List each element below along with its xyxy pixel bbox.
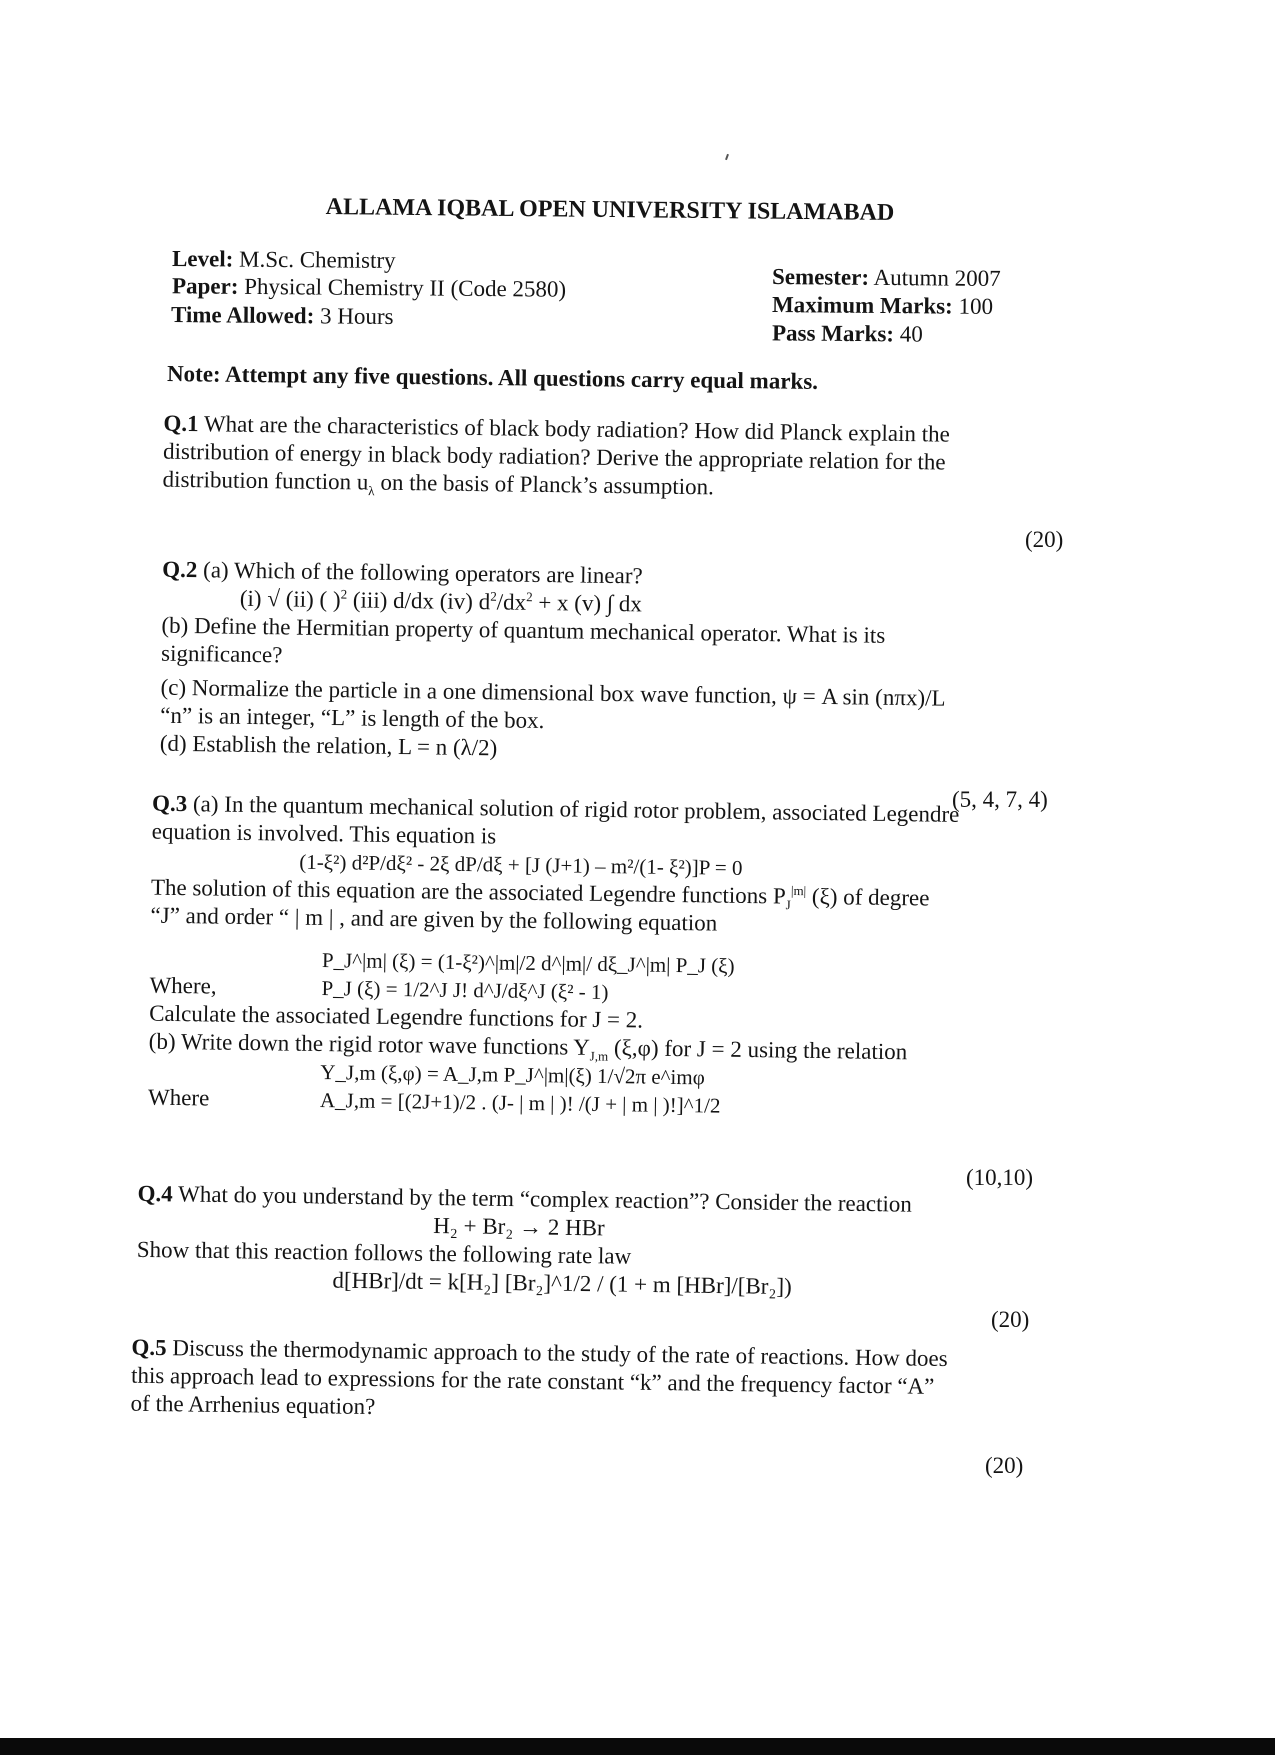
q2-ops-sup2: 2 bbox=[490, 588, 497, 604]
q1-text1: What are the characteristics of black body radiation? How did Planck explain the bbox=[203, 411, 950, 447]
semester-label: Semester: bbox=[771, 264, 870, 290]
q4-number: Q.4 bbox=[137, 1180, 173, 1207]
q1-text3a: distribution function u bbox=[162, 466, 369, 495]
q2-ops-4: + x (v) ∫ dx bbox=[532, 589, 643, 617]
question-4 bbox=[136, 1180, 1017, 1304]
q3-b1-text: (b) Write down the rigid rotor wave functions Y bbox=[148, 1028, 590, 1060]
q3-a1-text: (a) In the quantum mechanical solution of rigid rotor problem, associated Legendre bbox=[192, 791, 960, 827]
q3-number: Q.3 bbox=[151, 790, 188, 817]
q2-b1: (b) Define the Hermitian property of quantum mechanical operator. What is its bbox=[161, 612, 886, 648]
q3-b1-sub: J,m bbox=[589, 1048, 609, 1064]
university-title: ALLAMA IQBAL OPEN UNIVERSITY ISLAMABAD bbox=[325, 194, 895, 226]
max-marks-line bbox=[772, 291, 993, 321]
q2-d: (d) Establish the relation, L = n (λ/2) bbox=[159, 730, 498, 761]
q4-marks: (20) bbox=[991, 1307, 1030, 1332]
time-label: Time Allowed: bbox=[170, 302, 315, 329]
scan-bottom-edge bbox=[0, 1738, 1275, 1755]
q4-eq1: H₂ + Br₂ → 2 HBr bbox=[433, 1212, 605, 1241]
pass-marks-line bbox=[772, 319, 923, 348]
q1-text3b: on the basis of Planck’s assumption. bbox=[374, 469, 715, 500]
q3-where2: Where bbox=[147, 1084, 210, 1111]
paper-line bbox=[172, 272, 566, 303]
q3-marks: (10,10) bbox=[966, 1165, 1034, 1190]
time-line bbox=[171, 301, 394, 331]
q3-calc: Calculate the associated Legendre functions for J = 2. bbox=[148, 1000, 644, 1033]
q3-a2: equation is involved. This equation is bbox=[151, 818, 497, 849]
q2-ops-2: (iii) d/dx (iv) d bbox=[346, 587, 491, 615]
q2-ops-3: /dx bbox=[496, 589, 527, 615]
pass-marks-value: 40 bbox=[899, 321, 923, 347]
pass-marks-label: Pass Marks: bbox=[771, 320, 895, 347]
scan-mark bbox=[725, 154, 729, 160]
q3-s1-sub: J bbox=[785, 897, 791, 913]
q2-c2: “n” is an integer, “L” is length of the box. bbox=[160, 702, 545, 734]
q3-eq1: (1-ξ²) d²P/dξ² - 2ξ dP/dξ + [J (J+1) – m²/(1- ξ²)]P = 0 bbox=[299, 849, 743, 880]
q2-number: Q.2 bbox=[162, 556, 198, 583]
q2-ops-sup1: 2 bbox=[340, 586, 348, 602]
note: Note: Attempt any five questions. All questions carry equal marks. bbox=[166, 361, 819, 394]
question-3 bbox=[148, 790, 1062, 1125]
q3-b1-text-b: (ξ,φ) for J = 2 using the relation bbox=[608, 1035, 908, 1065]
q3-eq4: Y_J,m (ξ,φ) = A_J,m P_J^|m|(ξ) 1/√2π e^imφ bbox=[320, 1060, 705, 1090]
q5-number: Q.5 bbox=[131, 1334, 167, 1361]
q1-line2: distribution of energy in black body radiation? Derive the appropriate relation for the bbox=[162, 438, 946, 475]
q3-s1-sup: |m| bbox=[790, 882, 807, 899]
max-marks-label: Maximum Marks: bbox=[771, 292, 953, 319]
q1-number: Q.1 bbox=[163, 410, 199, 437]
q1-lambda-sub: λ bbox=[368, 483, 375, 499]
q3-s2: “J” and order “ | m | , and are given by the following equation bbox=[150, 902, 718, 936]
paper-label: Paper: bbox=[171, 273, 239, 299]
q5-l1-text: Discuss the thermodynamic approach to the study of the rate of reactions. How does bbox=[172, 1335, 948, 1372]
q3-eq5: A_J,m = [(2J+1)/2 . (J- | m | )! /(J + | m | )!]^1/2 bbox=[319, 1088, 721, 1118]
q5-l2: this approach lead to expressions for the rate constant “k” and the frequency factor “A” bbox=[130, 1362, 935, 1399]
question-1 bbox=[162, 410, 1073, 507]
q2-c1: (c) Normalize the particle in a one dimensional box wave function, ψ = A sin (nπx)/L bbox=[160, 674, 946, 711]
semester-line bbox=[772, 263, 1001, 293]
level-value: M.Sc. Chemistry bbox=[238, 246, 396, 273]
q2-a-text: (a) Which of the following operators are linear? bbox=[202, 557, 643, 589]
q4-l2: Show that this reaction follows the following rate law bbox=[136, 1236, 632, 1269]
q3-eq2: P_J^|m| (ξ) = (1-ξ²)^|m|/2 d^|m|/ dξ_J^|m| P_J (ξ) bbox=[321, 948, 735, 978]
q2-ops-1: (i) √ (ii) ( ) bbox=[239, 585, 341, 613]
q5-l3: of the Arrhenius equation? bbox=[130, 1390, 376, 1420]
q4-eq2: d[HBr]/dt = k[H₂] [Br₂]^1/2 / (1 + m [HBr]/[Br₂]) bbox=[332, 1267, 792, 1300]
q1-marks: (20) bbox=[1025, 527, 1064, 552]
paper-value: Physical Chemistry II (Code 2580) bbox=[244, 273, 567, 302]
q2-marks: (5, 4, 7, 4) bbox=[952, 787, 1048, 812]
q2-ops-sup3: 2 bbox=[526, 589, 533, 605]
q2-b2: significance? bbox=[160, 640, 283, 668]
q3-eq3: P_J (ξ) = 1/2^J J! d^J/dξ^J (ξ² - 1) bbox=[321, 976, 609, 1005]
semester-value: Autumn 2007 bbox=[873, 264, 1001, 291]
question-5 bbox=[130, 1334, 1039, 1431]
q5-marks: (20) bbox=[985, 1453, 1024, 1478]
time-value: 3 Hours bbox=[319, 303, 394, 329]
q3-s1-text: The solution of this equation are the associated Legendre functions P bbox=[150, 874, 786, 909]
question-2 bbox=[160, 556, 1068, 771]
level-label: Level: bbox=[171, 246, 234, 272]
q3-s1-text-b: (ξ) of degree bbox=[805, 883, 930, 911]
level-line bbox=[172, 245, 396, 275]
max-marks-value: 100 bbox=[958, 293, 994, 319]
q4-l1-text: What do you understand by the term “complex reaction”? Consider the reaction bbox=[177, 1181, 913, 1217]
q3-where1: Where, bbox=[149, 972, 217, 999]
